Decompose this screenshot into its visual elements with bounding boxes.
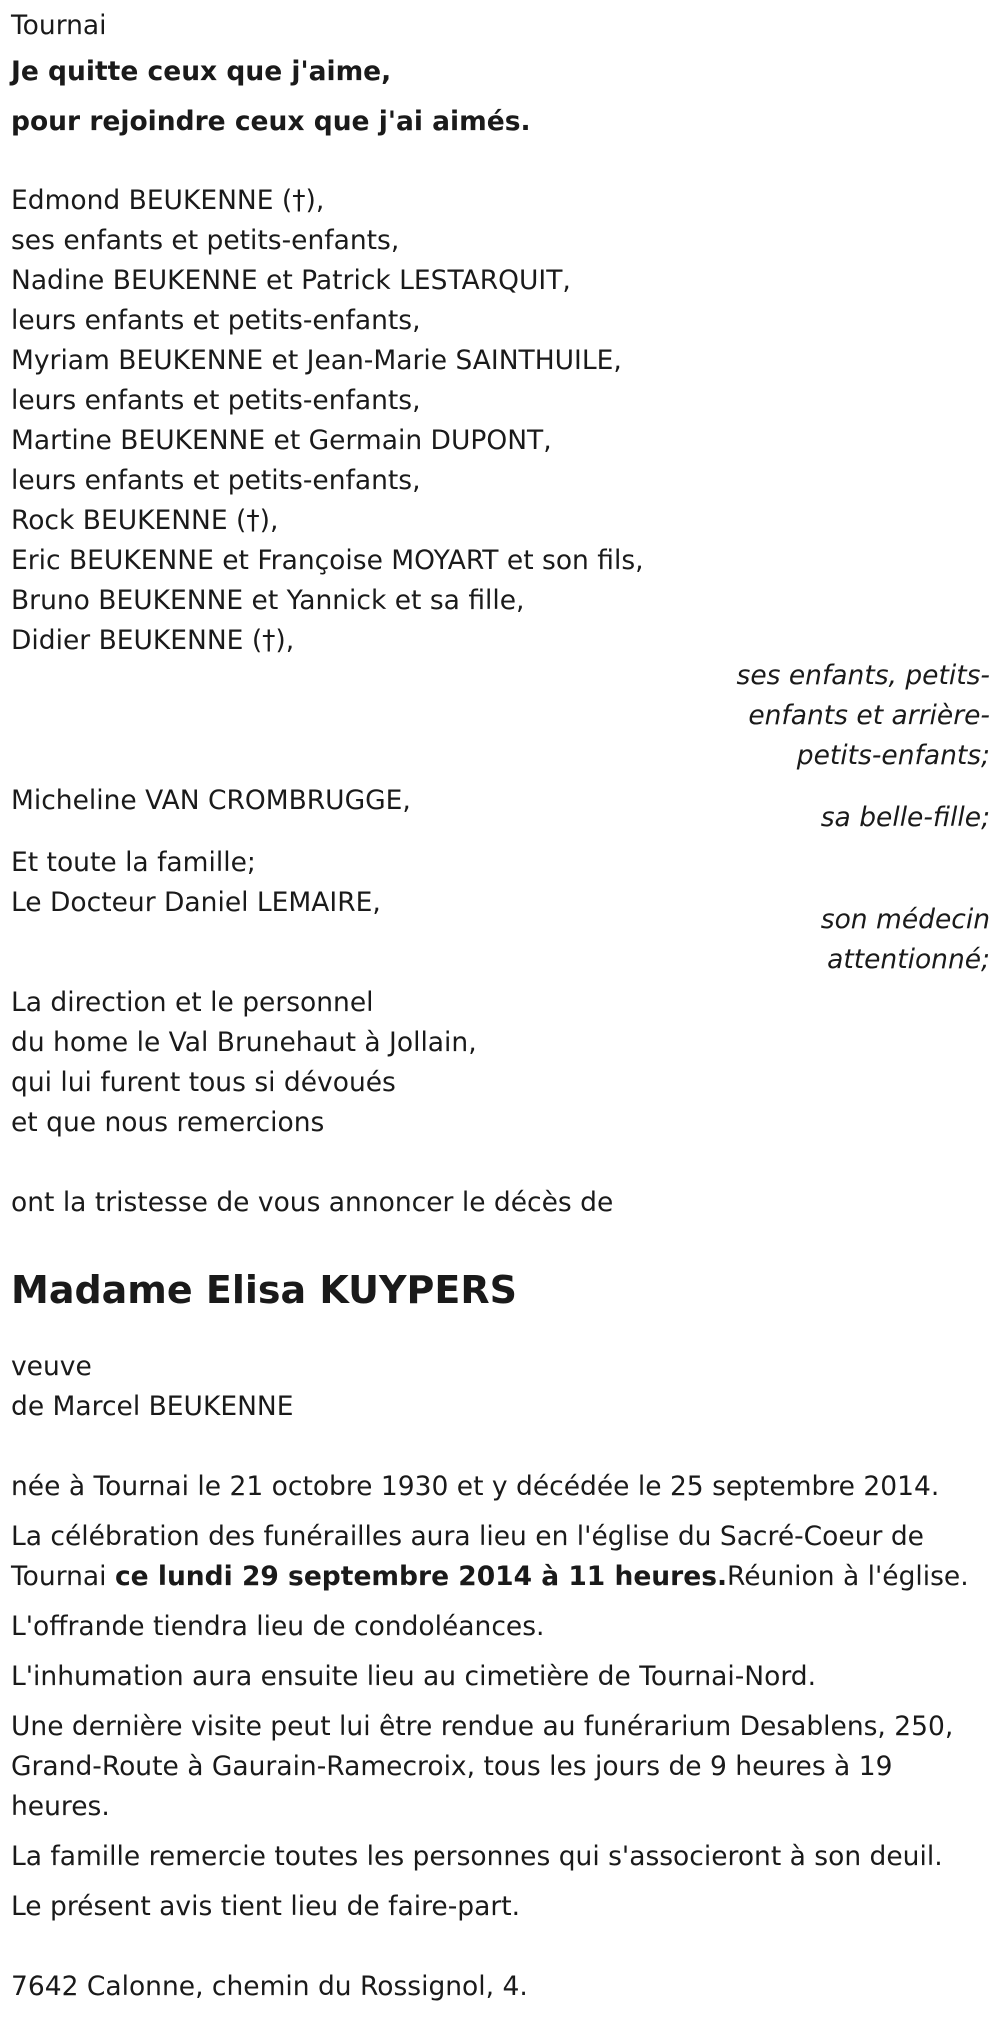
thanks: La famille remercie toutes les personnes qui s'associeront à son deuil. <box>11 1841 943 1872</box>
children-note-line: ses enfants, petits- <box>736 660 990 691</box>
deceased-spouse: de Marcel BEUKENNE <box>11 1391 294 1422</box>
doctor-role-line: son médecin <box>820 904 990 935</box>
doctor-role-note <box>730 900 990 980</box>
notice: Le présent avis tient lieu de faire-part. <box>11 1891 521 1922</box>
city-label: Tournai <box>11 10 107 41</box>
ceremony-text: La célébration des funérailles aura lieu en l'église du Sacré-Coeur de Tournai <box>11 1521 924 1592</box>
family-line: Myriam BEUKENNE et Jean-Marie SAINTHUILE, <box>11 345 622 376</box>
deceased-status: veuve <box>11 1351 92 1382</box>
offering: L'offrande tiendra lieu de condoléances. <box>11 1611 545 1642</box>
home-staff-line: du home le Val Brunehaut à Jollain, <box>11 1027 477 1058</box>
family-line: leurs enfants et petits-enfants, <box>11 465 421 496</box>
home-staff-line: qui lui furent tous si dévoués <box>11 1067 396 1098</box>
obituary-notice <box>0 6 1000 2020</box>
ceremony-datetime: ce lundi 29 septembre 2014 à 11 heures. <box>114 1561 728 1592</box>
doctor-role-line: attentionné; <box>827 944 990 975</box>
family-line: Edmond BEUKENNE (†), <box>11 185 325 216</box>
family-line: Didier BEUKENNE (†), <box>11 625 295 656</box>
announcement: ont la tristesse de vous annoncer le décès de <box>11 1187 614 1218</box>
family-note: Et toute la famille; <box>11 847 256 878</box>
ceremony <box>11 1517 971 1597</box>
family-line: Eric BEUKENNE et Françoise MOYART et son fils, <box>11 545 644 576</box>
family-line: Nadine BEUKENNE et Patrick LESTARQUIT, <box>11 265 571 296</box>
family-line: Bruno BEUKENNE et Yannick et sa fille, <box>11 585 525 616</box>
verse-line-1: Je quitte ceux que j'aime, <box>11 56 392 87</box>
address: 7642 Calonne, chemin du Rossignol, 4. <box>11 1971 528 2002</box>
daughter-in-law-role-text: sa belle-fille; <box>820 802 990 833</box>
home-staff-line: et que nous remercions <box>11 1107 325 1138</box>
family-list <box>11 181 1000 661</box>
verse <box>11 47 1000 147</box>
birth-death: née à Tournai le 21 octobre 1930 et y décédée le 25 septembre 2014. <box>11 1471 940 1502</box>
ceremony-meeting: Réunion à l'église. <box>727 1561 969 1592</box>
children-note-line: petits-enfants; <box>796 740 990 771</box>
verse-line-2: pour rejoindre ceux que j'ai aimés. <box>11 106 531 137</box>
visit: Une dernière visite peut lui être rendue au funérarium Desablens, 250, Grand-Route à Gaurain-Ramecroix, tous les jours de 9 heures à 19 heures. <box>11 1711 954 1822</box>
children-note-line: enfants et arrière- <box>748 700 990 731</box>
family-line: leurs enfants et petits-enfants, <box>11 305 421 336</box>
family-line: Rock BEUKENNE (†), <box>11 505 279 536</box>
home-staff <box>11 983 1000 1143</box>
home-staff-line: La direction et le personnel <box>11 987 374 1018</box>
deceased-name: Madame Elisa KUYPERS <box>11 1268 517 1312</box>
family-line: Martine BEUKENNE et Germain DUPONT, <box>11 425 552 456</box>
daughter-in-law-role <box>730 798 990 838</box>
burial: L'inhumation aura ensuite lieu au cimetière de Tournai-Nord. <box>11 1661 817 1692</box>
family-line: leurs enfants et petits-enfants, <box>11 385 421 416</box>
doctor-name: Le Docteur Daniel LEMAIRE, <box>11 887 381 918</box>
family-line: ses enfants et petits-enfants, <box>11 225 400 256</box>
daughter-in-law-name: Micheline VAN CROMBRUGGE, <box>11 785 411 816</box>
children-role-note <box>730 656 990 776</box>
